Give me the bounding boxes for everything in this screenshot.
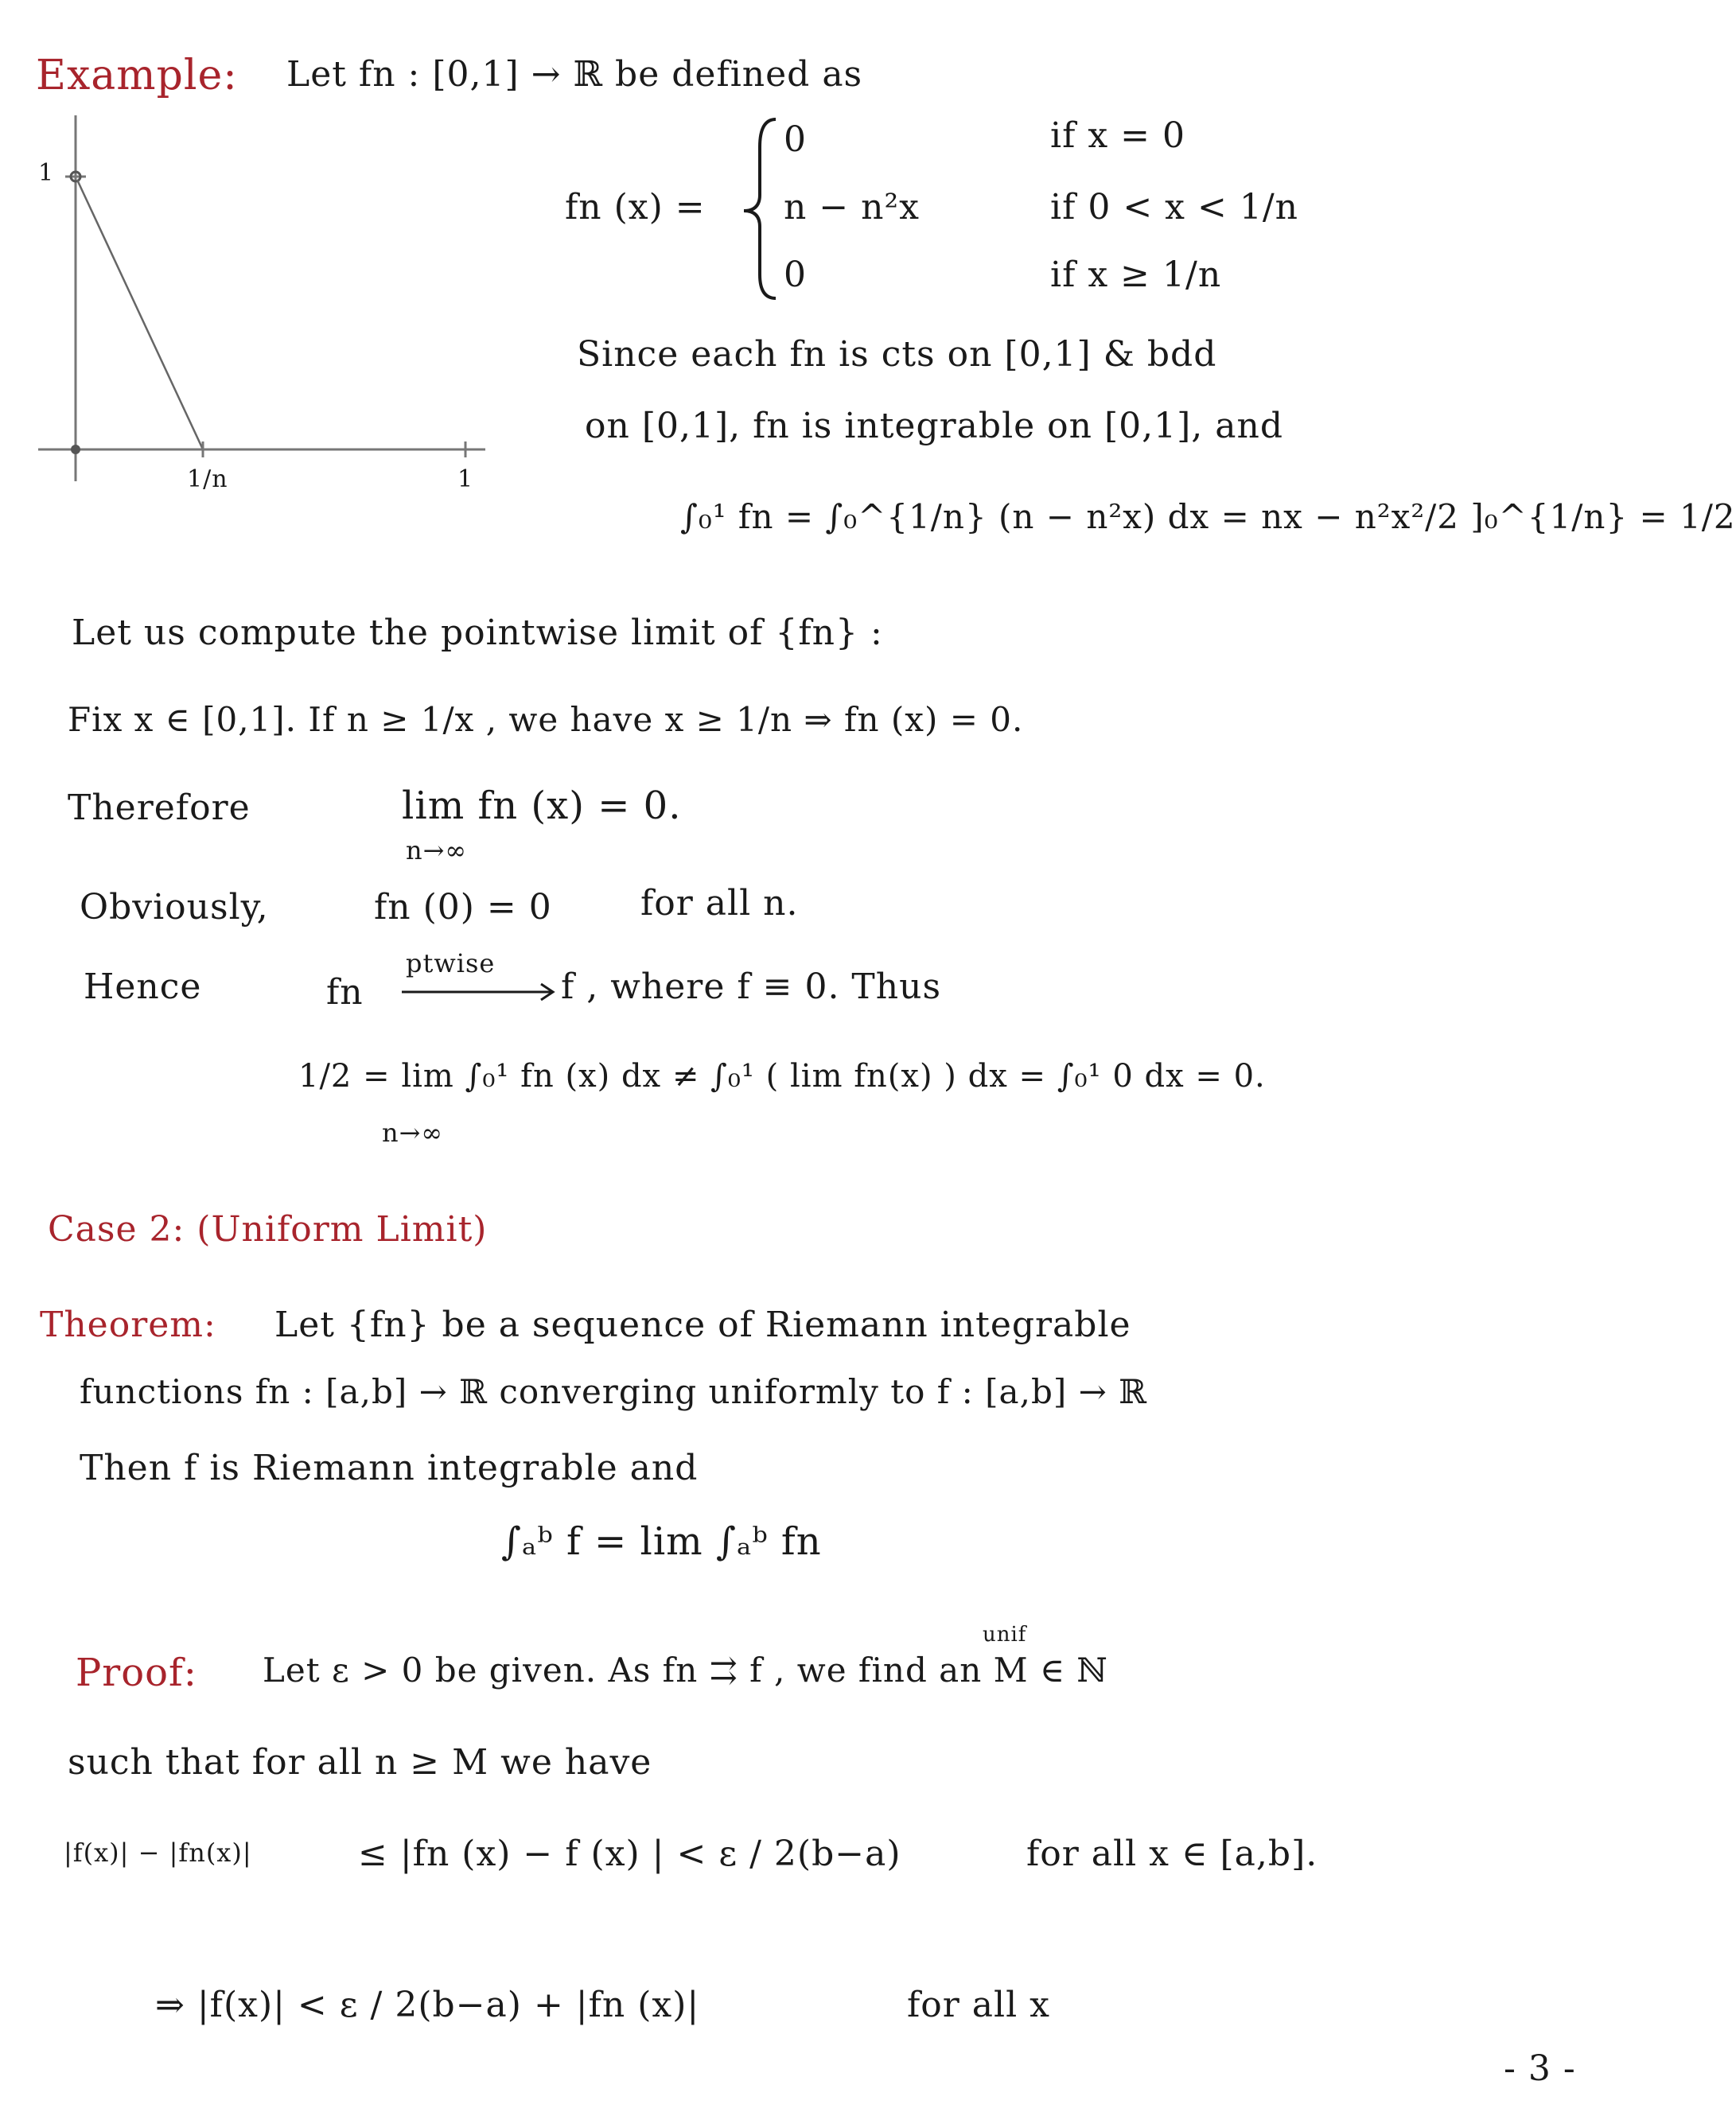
since-line-1: Since each fn is cts on [0,1] & bdd — [577, 334, 1217, 375]
graph-x-label-1: 1 — [457, 465, 474, 493]
proof-line-4-tail: for all x — [907, 1985, 1050, 2025]
theorem-formula: ∫ₐᵇ f = lim ∫ₐᵇ fn — [501, 1519, 822, 1564]
graph-line — [77, 180, 203, 449]
hence-tail: f , where f ≡ 0. Thus — [561, 966, 942, 1007]
case-1: 0 — [784, 119, 807, 160]
theorem-line-3: Then f is Riemann integrable and — [80, 1448, 699, 1488]
piecewise-brace — [744, 119, 776, 298]
theorem-label: Theorem: — [40, 1305, 216, 1345]
example-intro: Let fn : [0,1] → ℝ be defined as — [286, 54, 863, 95]
example-heading: Example: — [36, 52, 238, 99]
therefore-expr: lim fn (x) = 0. — [402, 784, 682, 828]
case-3: 0 — [784, 255, 807, 295]
condition-2: if 0 < x < 1/n — [1050, 187, 1298, 228]
theorem-line-2: functions fn : [a,b] → ℝ converging uniformly to f : [a,b] → ℝ — [80, 1372, 1148, 1411]
condition-3: if x ≥ 1/n — [1050, 255, 1222, 295]
final-line: 1/2 = lim ∫₀¹ fn (x) dx ≠ ∫₀¹ ( lim fn(x) ) dx = ∫₀¹ 0 dx = 0. — [298, 1058, 1266, 1095]
obviously-label: Obviously, — [80, 887, 269, 928]
case-2: n − n²x — [784, 187, 920, 228]
hence-arrow-label: ptwise — [406, 948, 496, 978]
case2-heading: Case 2: (Uniform Limit) — [48, 1209, 488, 1250]
graph-closed-circle — [71, 445, 80, 454]
proof-line-2: such that for all n ≥ M we have — [68, 1742, 652, 1783]
graph-x-label-1n: 1/n — [187, 465, 228, 493]
page-number: - 3 - — [1504, 2048, 1576, 2089]
since-line-2: on [0,1], fn is integrable on [0,1], and — [585, 406, 1283, 446]
theorem-line-1: Let {fn} be a sequence of Riemann integrable — [274, 1305, 1131, 1345]
proof-label: Proof: — [76, 1651, 197, 1695]
fix-line: Fix x ∈ [0,1]. If n ≥ 1/x , we have x ≥ 1/n ⇒ fn (x) = 0. — [68, 700, 1024, 739]
pointwise-line: Let us compute the pointwise limit of {fn} : — [72, 613, 883, 653]
therefore-label: Therefore — [68, 788, 251, 828]
therefore-sub: n→∞ — [406, 835, 468, 865]
proof-line-3-left: |f(x)| − |fn(x)| — [64, 1838, 252, 1868]
condition-1: if x = 0 — [1050, 115, 1185, 156]
proof-line-1: Let ε > 0 be given. As fn ⇉ f , we find an M ∈ ℕ — [263, 1651, 1108, 1690]
hence-label: Hence — [84, 966, 202, 1007]
hence-fn: fn — [326, 972, 364, 1013]
obviously-tail: for all n. — [640, 883, 799, 924]
proof-line-4: ⇒ |f(x)| < ε / 2(b−a) + |fn (x)| — [155, 1985, 700, 2025]
proof-line-3-mid: ≤ |fn (x) − f (x) | < ε / 2(b−a) — [358, 1834, 901, 1874]
final-sub: n→∞ — [382, 1118, 444, 1148]
obviously-expr: fn (0) = 0 — [374, 887, 552, 928]
graph-y-label: 1 — [38, 159, 55, 187]
ptwise-arrow — [402, 984, 553, 1000]
proof-line-3-right: for all x ∈ [a,b]. — [1026, 1834, 1318, 1874]
proof-unif-label: unif — [983, 1623, 1027, 1647]
def-lhs: fn (x) = — [565, 187, 706, 228]
integral-line: ∫₀¹ fn = ∫₀^{1/n} (n − n²x) dx = nx − n²x²/2 ]₀^{1/n} = 1/2 — [680, 497, 1736, 536]
